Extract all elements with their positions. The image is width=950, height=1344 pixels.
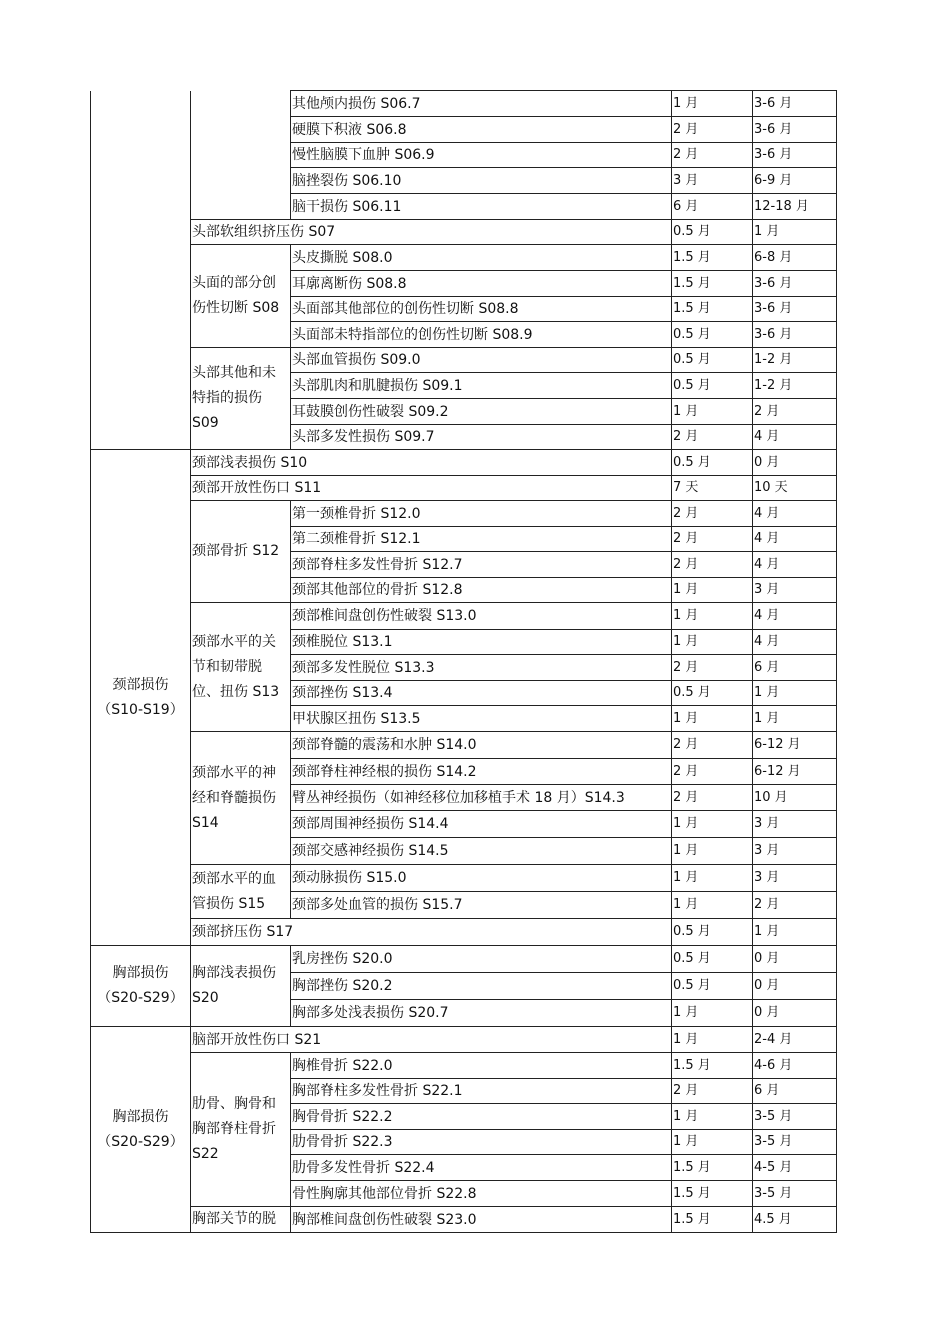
- treatment-period-cell: 2 月: [672, 655, 753, 681]
- item-cell: 甲状腺区扭伤 S13.5: [291, 706, 672, 732]
- treatment-period-cell: 0.5 月: [672, 322, 753, 348]
- subcategory-cell: 颈部骨折 S12: [191, 501, 291, 603]
- recovery-period-cell: 1-2 月: [753, 373, 837, 399]
- category-cell: [91, 91, 191, 450]
- table-row: [91, 91, 837, 117]
- recovery-period-cell: 3-6 月: [753, 271, 837, 297]
- recovery-period-cell: 6-12 月: [753, 732, 837, 759]
- recovery-period-cell: 0 月: [753, 450, 837, 476]
- treatment-period-cell: 0.5 月: [672, 348, 753, 373]
- treatment-period-cell: 3 月: [672, 168, 753, 194]
- recovery-period-cell: 4 月: [753, 425, 837, 450]
- item-cell: 头部肌肉和肌腱损伤 S09.1: [291, 373, 672, 399]
- treatment-period-cell: 0.5 月: [672, 681, 753, 706]
- treatment-period-cell: 1 月: [672, 865, 753, 892]
- recovery-period-cell: 3-6 月: [753, 322, 837, 348]
- item-cell: 脑部开放性伤口 S21: [191, 1027, 672, 1053]
- subcategory-cell: 颈部水平的关节和韧带脱位、扭伤 S13: [191, 603, 291, 732]
- recovery-period-cell: 3-6 月: [753, 143, 837, 168]
- treatment-period-cell: 0.5 月: [672, 373, 753, 399]
- item-cell: 头面部未特指部位的创伤性切断 S08.9: [291, 322, 672, 348]
- subcategory-cell: 头部其他和未特指的损伤 S09: [191, 348, 291, 450]
- subcategory-cell: 胸部浅表损伤 S20: [191, 946, 291, 1027]
- recovery-period-cell: 3 月: [753, 811, 837, 838]
- treatment-period-cell: 1.5 月: [672, 297, 753, 322]
- recovery-period-cell: 6 月: [753, 1079, 837, 1104]
- recovery-period-cell: 3-5 月: [753, 1104, 837, 1130]
- recovery-period-cell: 3-6 月: [753, 91, 837, 117]
- recovery-period-cell: 3-5 月: [753, 1181, 837, 1207]
- recovery-period-cell: 2-4 月: [753, 1027, 837, 1053]
- item-cell: 颈部交感神经损伤 S14.5: [291, 838, 672, 865]
- item-cell: 胸部多处浅表损伤 S20.7: [291, 1000, 672, 1027]
- treatment-period-cell: 1.5 月: [672, 271, 753, 297]
- treatment-period-cell: 2 月: [672, 527, 753, 552]
- treatment-period-cell: 1 月: [672, 892, 753, 919]
- treatment-period-cell: 1 月: [672, 811, 753, 838]
- recovery-period-cell: 10 月: [753, 785, 837, 811]
- subcategory-cell: 头面的部分创伤性切断 S08: [191, 245, 291, 348]
- item-cell: 颈部浅表损伤 S10: [191, 450, 672, 476]
- recovery-period-cell: 4-5 月: [753, 1155, 837, 1181]
- item-cell: 颈部脊柱神经根的损伤 S14.2: [291, 759, 672, 785]
- treatment-period-cell: 1.5 月: [672, 1053, 753, 1079]
- treatment-period-cell: 1.5 月: [672, 1155, 753, 1181]
- item-cell: 颈部脊髓的震荡和水肿 S14.0: [291, 732, 672, 759]
- recovery-period-cell: 0 月: [753, 973, 837, 1000]
- recovery-period-cell: 12-18 月: [753, 194, 837, 220]
- treatment-period-cell: 1 月: [672, 838, 753, 865]
- category-cell: 胸部损伤（S20-S29）: [91, 1027, 191, 1233]
- recovery-period-cell: 6-9 月: [753, 168, 837, 194]
- item-cell: 第一颈椎骨折 S12.0: [291, 501, 672, 527]
- item-cell: 肋骨骨折 S22.3: [291, 1130, 672, 1155]
- table-row: [91, 501, 837, 527]
- recovery-period-cell: 3-6 月: [753, 297, 837, 322]
- item-cell: 胸部椎间盘创伤性破裂 S23.0: [291, 1207, 672, 1233]
- item-cell: 头部软组织挤压伤 S07: [191, 220, 672, 245]
- treatment-period-cell: 1.5 月: [672, 1207, 753, 1233]
- recovery-period-cell: 0 月: [753, 946, 837, 973]
- item-cell: 胸部脊柱多发性骨折 S22.1: [291, 1079, 672, 1104]
- table-row: [91, 245, 837, 271]
- treatment-period-cell: 2 月: [672, 1079, 753, 1104]
- item-cell: 肋骨多发性骨折 S22.4: [291, 1155, 672, 1181]
- item-cell: 颈部其他部位的骨折 S12.8: [291, 578, 672, 603]
- treatment-period-cell: 2 月: [672, 552, 753, 578]
- recovery-period-cell: 4-6 月: [753, 1053, 837, 1079]
- table-row: [91, 220, 837, 245]
- item-cell: 头皮撕脱 S08.0: [291, 245, 672, 271]
- item-cell: 颈椎脱位 S13.1: [291, 630, 672, 655]
- item-cell: 颈部挫伤 S13.4: [291, 681, 672, 706]
- table-row: [91, 1207, 837, 1233]
- treatment-period-cell: 1 月: [672, 578, 753, 603]
- recovery-period-cell: 4 月: [753, 630, 837, 655]
- treatment-period-cell: 1 月: [672, 1027, 753, 1053]
- treatment-period-cell: 1 月: [672, 91, 753, 117]
- treatment-period-cell: 0.5 月: [672, 220, 753, 245]
- recovery-period-cell: 1 月: [753, 919, 837, 946]
- treatment-period-cell: 0.5 月: [672, 973, 753, 1000]
- table-row: [91, 450, 837, 476]
- item-cell: 第二颈椎骨折 S12.1: [291, 527, 672, 552]
- recovery-period-cell: 1-2 月: [753, 348, 837, 373]
- treatment-period-cell: 1 月: [672, 630, 753, 655]
- item-cell: 头部血管损伤 S09.0: [291, 348, 672, 373]
- recovery-period-cell: 6-12 月: [753, 759, 837, 785]
- table-row: [91, 348, 837, 373]
- item-cell: 胸骨骨折 S22.2: [291, 1104, 672, 1130]
- treatment-period-cell: 2 月: [672, 785, 753, 811]
- item-cell: 脑挫裂伤 S06.10: [291, 168, 672, 194]
- recovery-period-cell: 4 月: [753, 552, 837, 578]
- recovery-period-cell: 1 月: [753, 220, 837, 245]
- recovery-period-cell: 6-8 月: [753, 245, 837, 271]
- table-row: [91, 946, 837, 973]
- treatment-period-cell: 1.5 月: [672, 245, 753, 271]
- item-cell: 颈动脉损伤 S15.0: [291, 865, 672, 892]
- treatment-period-cell: 1 月: [672, 706, 753, 732]
- treatment-period-cell: 0.5 月: [672, 946, 753, 973]
- item-cell: 颈部多处血管的损伤 S15.7: [291, 892, 672, 919]
- item-cell: 脑干损伤 S06.11: [291, 194, 672, 220]
- item-cell: 慢性脑膜下血肿 S06.9: [291, 143, 672, 168]
- item-cell: 颈部椎间盘创伤性破裂 S13.0: [291, 603, 672, 630]
- table-row: [91, 1027, 837, 1053]
- item-cell: 臂丛神经损伤（如神经移位加移植手术 18 月）S14.3: [291, 785, 672, 811]
- treatment-period-cell: 6 月: [672, 194, 753, 220]
- item-cell: 头部多发性损伤 S09.7: [291, 425, 672, 450]
- item-cell: 胸部挫伤 S20.2: [291, 973, 672, 1000]
- item-cell: 颈部周围神经损伤 S14.4: [291, 811, 672, 838]
- table-row: [91, 919, 837, 946]
- item-cell: 颈部多发性脱位 S13.3: [291, 655, 672, 681]
- item-cell: 耳廓离断伤 S08.8: [291, 271, 672, 297]
- treatment-period-cell: 2 月: [672, 143, 753, 168]
- table-row: [91, 732, 837, 759]
- item-cell: 头面部其他部位的创伤性切断 S08.8: [291, 297, 672, 322]
- treatment-period-cell: 1 月: [672, 603, 753, 630]
- item-cell: 耳鼓膜创伤性破裂 S09.2: [291, 399, 672, 425]
- treatment-period-cell: 2 月: [672, 501, 753, 527]
- recovery-period-cell: 4 月: [753, 527, 837, 552]
- item-cell: 骨性胸廓其他部位骨折 S22.8: [291, 1181, 672, 1207]
- treatment-period-cell: 1 月: [672, 399, 753, 425]
- treatment-period-cell: 2 月: [672, 732, 753, 759]
- table-row: [91, 865, 837, 892]
- item-cell: 硬膜下积液 S06.8: [291, 117, 672, 143]
- item-cell: 颈部挤压伤 S17: [191, 919, 672, 946]
- category-cell: 颈部损伤（S10-S19）: [91, 450, 191, 946]
- treatment-period-cell: 0.5 月: [672, 450, 753, 476]
- table-row: [91, 476, 837, 501]
- item-cell: 其他颅内损伤 S06.7: [291, 91, 672, 117]
- treatment-period-cell: 2 月: [672, 117, 753, 143]
- treatment-period-cell: 1.5 月: [672, 1181, 753, 1207]
- injury-recovery-table: [90, 90, 837, 1233]
- subcategory-cell: 肋骨、胸骨和胸部脊柱骨折 S22: [191, 1053, 291, 1207]
- category-cell: 胸部损伤（S20-S29）: [91, 946, 191, 1027]
- subcategory-cell: 胸部关节的脱: [191, 1207, 291, 1233]
- recovery-period-cell: 3-5 月: [753, 1130, 837, 1155]
- treatment-period-cell: 7 天: [672, 476, 753, 501]
- recovery-period-cell: 3 月: [753, 865, 837, 892]
- recovery-period-cell: 3 月: [753, 578, 837, 603]
- item-cell: 颈部脊柱多发性骨折 S12.7: [291, 552, 672, 578]
- recovery-period-cell: 4.5 月: [753, 1207, 837, 1233]
- subcategory-cell: [191, 91, 291, 220]
- table-row: [91, 1053, 837, 1079]
- treatment-period-cell: 0.5 月: [672, 919, 753, 946]
- item-cell: 胸椎骨折 S22.0: [291, 1053, 672, 1079]
- item-cell: 颈部开放性伤口 S11: [191, 476, 672, 501]
- treatment-period-cell: 2 月: [672, 425, 753, 450]
- recovery-period-cell: 6 月: [753, 655, 837, 681]
- recovery-period-cell: 10 天: [753, 476, 837, 501]
- recovery-period-cell: 3 月: [753, 838, 837, 865]
- treatment-period-cell: 1 月: [672, 1104, 753, 1130]
- table-row: [91, 603, 837, 630]
- treatment-period-cell: 1 月: [672, 1130, 753, 1155]
- recovery-period-cell: 3-6 月: [753, 117, 837, 143]
- recovery-period-cell: 4 月: [753, 501, 837, 527]
- treatment-period-cell: 2 月: [672, 759, 753, 785]
- recovery-period-cell: 1 月: [753, 681, 837, 706]
- treatment-period-cell: 1 月: [672, 1000, 753, 1027]
- subcategory-cell: 颈部水平的血管损伤 S15: [191, 865, 291, 919]
- recovery-period-cell: 4 月: [753, 603, 837, 630]
- recovery-period-cell: 0 月: [753, 1000, 837, 1027]
- item-cell: 乳房挫伤 S20.0: [291, 946, 672, 973]
- recovery-period-cell: 1 月: [753, 706, 837, 732]
- recovery-period-cell: 2 月: [753, 399, 837, 425]
- subcategory-cell: 颈部水平的神经和脊髓损伤 S14: [191, 732, 291, 865]
- recovery-period-cell: 2 月: [753, 892, 837, 919]
